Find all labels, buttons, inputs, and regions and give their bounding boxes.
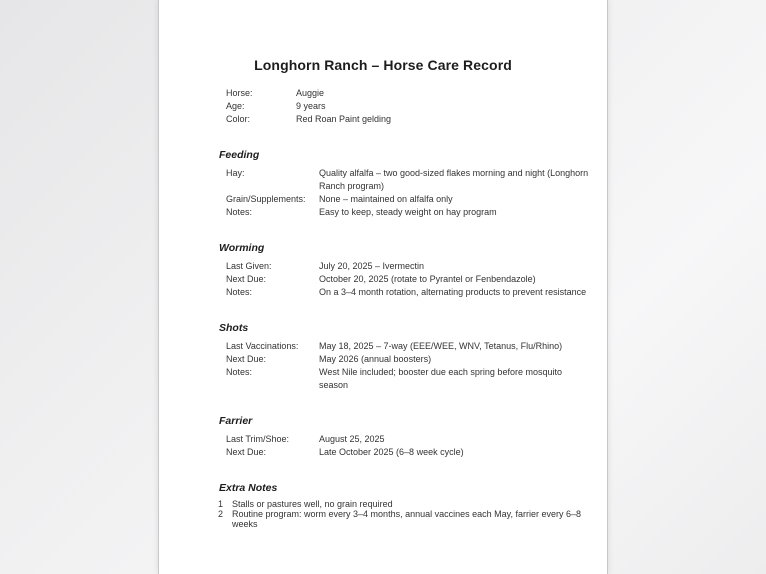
document-page — [158, 0, 608, 574]
field-value: October 20, 2025 (rotate to Pyrantel or Fenbendazole) — [319, 274, 536, 284]
section-heading: Farrier — [219, 415, 253, 427]
field-label: Last Given: — [226, 261, 272, 271]
section-heading: Shots — [219, 322, 249, 334]
field-row — [159, 167, 607, 193]
field-value: August 25, 2025 — [319, 434, 385, 444]
field-row — [159, 193, 607, 206]
field-label: Grain/Supplements: — [226, 194, 306, 204]
field-row — [159, 286, 607, 299]
section-worming — [159, 242, 607, 299]
field-row — [159, 273, 607, 286]
section-feeding — [159, 149, 607, 219]
section-farrier — [159, 415, 607, 459]
section-heading: Worming — [219, 242, 265, 254]
info-row — [159, 113, 607, 126]
field-label: Age: — [226, 101, 245, 111]
field-value: Late October 2025 (6–8 week cycle) — [319, 447, 464, 457]
field-label: Next Due: — [226, 274, 267, 284]
notes-list — [159, 499, 607, 529]
field-value: West Nile included; booster due each spring before mosquito season — [319, 367, 562, 390]
list-item-text: Routine program: worm every 3–4 months, annual vaccines each May, farrier every 6–8 weeks — [232, 509, 581, 529]
field-label: Color: — [226, 114, 251, 124]
section-heading: Extra Notes — [219, 482, 278, 494]
field-value: Red Roan Paint gelding — [296, 114, 392, 124]
list-item — [159, 509, 607, 529]
field-label: Next Due: — [226, 447, 267, 457]
field-label: Last Trim/Shoe: — [226, 434, 290, 444]
field-label: Next Due: — [226, 354, 267, 364]
field-row — [159, 353, 607, 366]
field-row — [159, 340, 607, 353]
field-row — [159, 446, 607, 459]
field-value: July 20, 2025 – Ivermectin — [319, 261, 425, 271]
field-label: Notes: — [226, 207, 253, 217]
field-value: Easy to keep, steady weight on hay program — [319, 207, 497, 217]
field-label: Notes: — [226, 367, 253, 377]
field-label: Horse: — [226, 88, 253, 98]
field-row — [159, 433, 607, 446]
field-label: Last Vaccinations: — [226, 341, 299, 351]
list-number: 2 — [218, 509, 224, 519]
list-number: 1 — [218, 499, 224, 509]
field-value: May 18, 2025 – 7-way (EEE/WEE, WNV, Tetanus, Flu/Rhino) — [319, 341, 563, 351]
field-value: Auggie — [296, 88, 325, 98]
field-value: 9 years — [296, 101, 326, 111]
section-extra-notes — [159, 482, 607, 529]
horse-info-block — [159, 87, 607, 126]
field-value: On a 3–4 month rotation, alternating products to prevent resistance — [319, 287, 587, 297]
field-label: Notes: — [226, 287, 253, 297]
field-label: Hay: — [226, 168, 245, 178]
field-value: Quality alfalfa – two good-sized flakes morning and night (Longhorn Ranch program) — [319, 168, 589, 191]
info-row — [159, 100, 607, 113]
field-row — [159, 366, 607, 392]
field-row — [159, 260, 607, 273]
section-shots — [159, 322, 607, 392]
list-item-text: Stalls or pastures well, no grain required — [232, 499, 393, 509]
field-row — [159, 206, 607, 219]
info-row — [159, 87, 607, 100]
list-item — [159, 499, 607, 509]
field-value: May 2026 (annual boosters) — [319, 354, 432, 364]
page-title: Longhorn Ranch – Horse Care Record — [254, 57, 512, 73]
field-value: None – maintained on alfalfa only — [319, 194, 453, 204]
section-heading: Feeding — [219, 149, 260, 161]
